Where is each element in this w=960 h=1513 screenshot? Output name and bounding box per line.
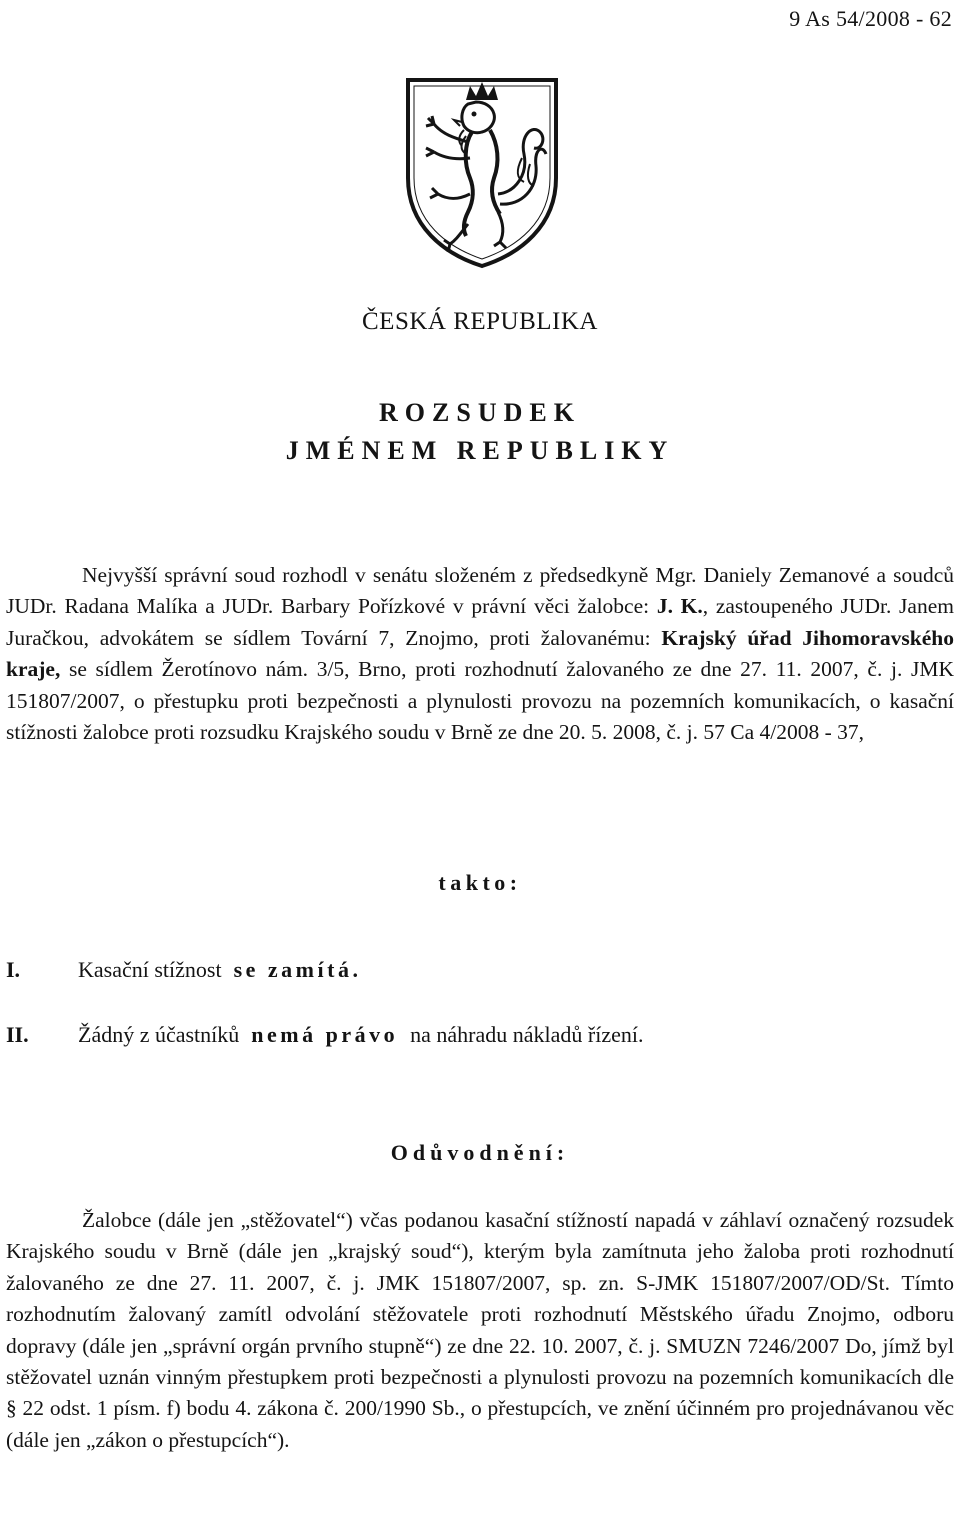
coat-of-arms-icon	[404, 74, 560, 270]
reasoning-paragraph: Žalobce (dále jen „stěžovatel“) včas podanou kasační stížností napadá v záhlaví označený rozsudek Krajského soudu v Brně (dále jen „krajský soud“), kterým byla zamítnuta jeho žaloba proti rozhodnutí žalovaného ze dne 27. 11. 2007, č. j. JMK 151807/2007, sp. zn. S-JMK 151807/2007/OD/St. Tímto rozhodnutím žalovaný zamítl odvolání stěžovatele proti rozhodnutí Městského úřadu Znojmo, odboru dopravy (dále jen „správní orgán prvního stupně“) ze dne 22. 10. 2007, č. j. SMUZN 7246/2007 Do, jímž byl stěžovatel uznán vinným přestupkem proti bezpečnosti a plynulosti provozu na pozemních komunikacích dle § 22 odst. 1 písm. f) bodu 4. zákona č. 200/1990 Sb., o přestupcích, ve znění účinném pro projednávanou věc (dále jen „zákon o přestupcích“).	[6, 1208, 954, 1452]
judgment-subtitle: JMÉNEM REPUBLIKY	[285, 436, 675, 465]
intro-text-3: se sídlem Žerotínovo nám. 3/5, Brno, proti rozhodnutí žalovaného ze dne 27. 11. 2007, č. j. JMK 151807/2007, o přestupku proti bezpečnosti a plynulosti provozu na pozemních komunikacích, o kasační stížnosti žalobce proti rozsudku Krajského soudu v Brně ze dne 20. 5. 2008, č. j. 57 Ca 4/2008 - 37,	[6, 657, 954, 745]
reasoning-heading: Odůvodnění:	[390, 1140, 570, 1165]
verdict-emphasis: nemá právo	[251, 1022, 399, 1047]
verdict-item	[6, 1022, 643, 1048]
verdict-number: I.	[6, 957, 21, 982]
verdict-text: Žádný z účastníků	[78, 1022, 240, 1047]
verdict-text: Kasační stížnost	[78, 957, 222, 982]
takto-heading: takto:	[438, 870, 522, 895]
verdict-number: II.	[6, 1022, 29, 1047]
intro-text-1: Nejvyšší správní soud rozhodl v senátu složeném z předsedkyně Mgr. Daniely Zemanové a soudců JUDr. Radana Malíka a JUDr. Barbary Pořízkové v právní věci žalobce:	[6, 563, 954, 619]
defendant-name: Krajský úřad Jihomoravského kraje,	[6, 625, 954, 682]
case-number: 9 As 54/2008 - 62	[789, 6, 952, 31]
intro-text-2: , zastoupeného JUDr. Janem Juračkou, advokátem se sídlem Tovární 7, Znojmo, proti žalovanému:	[6, 594, 954, 650]
country-title: ČESKÁ REPUBLIKA	[362, 308, 598, 335]
verdict-text-after: na náhradu nákladů řízení.	[410, 1022, 644, 1047]
verdict-item	[6, 957, 373, 983]
verdict-emphasis: se zamítá.	[233, 957, 362, 982]
introduction-paragraph	[6, 560, 954, 748]
judgment-title: ROZSUDEK	[379, 398, 581, 427]
plaintiff-name: J. K.	[656, 594, 703, 619]
